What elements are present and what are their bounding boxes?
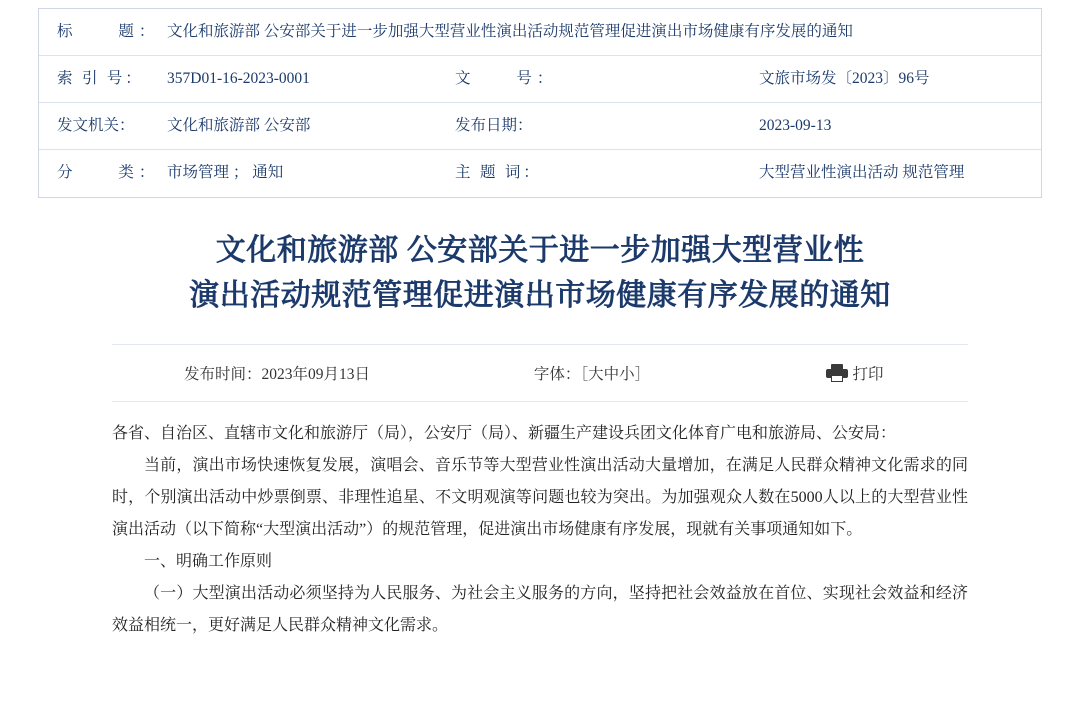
- meta-value-issuer: 文化和旅游部 公安部: [153, 103, 449, 150]
- meta-value-docnumber: 文旅市场发〔2023〕96号: [745, 56, 1041, 103]
- font-size-options[interactable]: ［大中小］: [580, 365, 651, 383]
- body-paragraph-2: （一）大型演出活动必须坚持为人民服务、为社会主义服务的方向，坚持把社会效益放在首位、实现社会效益和经济效益相统一，更好满足人民群众精神文化需求。: [112, 584, 968, 634]
- meta-label-category: 分 类：: [39, 150, 153, 197]
- table-row: [39, 150, 1041, 197]
- document-page: [0, 8, 1080, 712]
- meta-label-index: 索 引 号：: [39, 56, 153, 103]
- meta-label-publishdate: 发布日期：: [449, 103, 745, 150]
- meta-value-title: 文化和旅游部 公安部关于进一步加强大型营业性演出活动规范管理促进演出市场健康有序发展的通知: [153, 9, 1041, 56]
- meta-value-index: 357D01-16-2023-0001: [153, 56, 449, 103]
- table-row: [39, 56, 1041, 103]
- meta-label-title: 标 题：: [39, 9, 153, 56]
- printer-icon: [826, 364, 848, 382]
- print-button[interactable]: [742, 362, 968, 384]
- page-title: [120, 228, 960, 318]
- body-paragraph-0: 各省、自治区、直辖市文化和旅游厅（局），公安厅（局）、新疆生产建设兵团文化体育广电和旅游局、公安局：: [112, 424, 897, 442]
- table-row: [39, 103, 1041, 150]
- page-title-line1: 文化和旅游部 公安部关于进一步加强大型营业性: [215, 233, 865, 267]
- meta-value-category: 市场管理 ； 通知: [153, 150, 449, 197]
- metadata-table: [39, 9, 1041, 198]
- font-size-control[interactable]: [442, 362, 742, 384]
- metadata-panel: [38, 8, 1042, 198]
- meta-label-docnumber: 文 号：: [449, 56, 745, 103]
- publish-time: 发布时间：2023年09月13日: [183, 365, 370, 383]
- meta-label-issuer: 发文机关：: [39, 103, 153, 150]
- article-infobar: [112, 345, 968, 402]
- table-row: [39, 9, 1041, 56]
- print-label: 打印: [852, 365, 884, 383]
- document-body: [112, 418, 968, 642]
- font-size-label: 字体：: [533, 365, 581, 383]
- meta-value-keywords: 大型营业性演出活动 规范管理: [745, 150, 1041, 197]
- page-title-line2: 演出活动规范管理促进演出市场健康有序发展的通知: [189, 278, 891, 312]
- body-paragraph-1: 当前，演出市场快速恢复发展，演唱会、音乐节等大型营业性演出活动大量增加，在满足人民群众精神文化需求的同时，个别演出活动中炒票倒票、非理性追星、不文明观演等问题也较为突出。为加强观众人数在5000人以上的大型营业性演出活动（以下简称“大型演出活动”）的规范管理，促进演出市场健康有序发展，现就有关事项通知如下。: [112, 456, 968, 538]
- body-heading-1: 一、明确工作原则: [144, 552, 273, 570]
- meta-value-publishdate: 2023-09-13: [745, 103, 1041, 150]
- meta-label-keywords: 主 题 词：: [449, 150, 745, 197]
